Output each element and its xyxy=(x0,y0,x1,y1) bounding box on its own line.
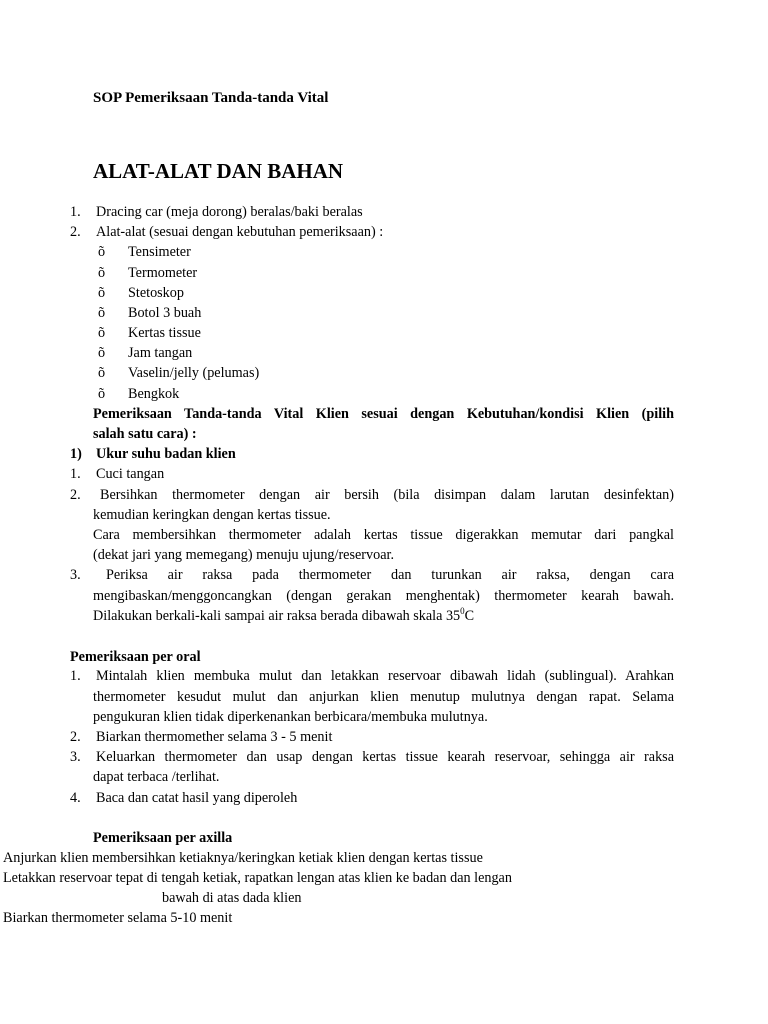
step-line: Periksa air raksa pada thermometer dan turunkan air raksa, dengan cara xyxy=(106,567,674,583)
bullet-item: Stetoskop xyxy=(128,285,184,301)
axilla-line: bawah di atas dada klien xyxy=(162,890,302,906)
step-line: Cuci tangan xyxy=(96,466,165,482)
step-line: Biarkan thermomether selama 3 - 5 menit xyxy=(96,729,333,745)
step-number: 3. xyxy=(70,749,81,765)
bullet-glyph: õ xyxy=(98,305,106,321)
step-text: Dilakukan berkali-kali sampai air raksa berada dibawah skala 35 xyxy=(93,608,461,624)
step-line: Keluarkan thermometer dan usap dengan kertas tissue kearah reservoar, sehingga air raksa xyxy=(96,749,674,765)
step-number: 4. xyxy=(70,790,81,806)
oral-section-title: Pemeriksaan per oral xyxy=(70,649,201,665)
subsection-title: Ukur suhu badan klien xyxy=(96,446,236,462)
step-line: mengibaskan/menggoncangkan (dengan gerakan menghentak) thermometer kearah bawah. xyxy=(93,588,674,604)
axilla-section-title: Pemeriksaan per axilla xyxy=(93,830,233,846)
step-number: 1. xyxy=(70,466,81,482)
step-line: (dekat jari yang memegang) menuju ujung/reservoar. xyxy=(93,547,394,563)
section-intro-line: salah satu cara) : xyxy=(93,426,197,442)
step-line: thermometer kesudut mulut dan anjurkan klien menutup mulutnya dengan rapat. Selama xyxy=(93,689,674,705)
bullet-glyph: õ xyxy=(98,285,106,301)
bullet-glyph: õ xyxy=(98,325,106,341)
bullet-item: Tensimeter xyxy=(128,244,191,260)
bullet-item: Botol 3 buah xyxy=(128,305,202,321)
section-heading: ALAT-ALAT DAN BAHAN xyxy=(93,159,344,183)
axilla-line: Letakkan reservoar tepat di tengah ketiak, rapatkan lengan atas klien ke badan dan lengan xyxy=(3,870,512,886)
bullet-item: Kertas tissue xyxy=(128,325,201,341)
bullet-glyph: õ xyxy=(98,365,106,381)
bullet-glyph: õ xyxy=(98,244,106,260)
step-line: pengukuran klien tidak diperkenankan berbicara/membuka mulutnya. xyxy=(93,709,488,725)
bullet-item: Bengkok xyxy=(128,386,180,402)
bullet-item: Vaselin/jelly (pelumas) xyxy=(128,365,260,381)
step-line: Cara membersihkan thermometer adalah kertas tissue digerakkan memutar dari pangkal xyxy=(93,527,674,543)
degree-superscript: 0 xyxy=(460,606,465,616)
step-line-with-temperature xyxy=(93,607,474,625)
step-number: 3. xyxy=(70,567,81,583)
step-line: dapat terbaca /terlihat. xyxy=(93,769,220,785)
list-item: Dracing car (meja dorong) beralas/baki beralas xyxy=(96,204,363,220)
bullet-glyph: õ xyxy=(98,345,106,361)
step-line: Baca dan catat hasil yang diperoleh xyxy=(96,790,298,806)
step-line: Mintalah klien membuka mulut dan letakkan reservoar dibawah lidah (sublingual). Arahkan xyxy=(96,668,674,684)
subsection-number: 1) xyxy=(70,446,82,462)
step-line: Bersihkan thermometer dengan air bersih (bila disimpan dalam larutan desinfektan) xyxy=(100,487,674,503)
step-line: kemudian keringkan dengan kertas tissue. xyxy=(93,507,331,523)
bullet-item: Jam tangan xyxy=(128,345,193,361)
bullet-item: Termometer xyxy=(128,265,198,281)
bullet-glyph: õ xyxy=(98,386,106,402)
list-item: Alat-alat (sesuai dengan kebutuhan pemeriksaan) : xyxy=(96,224,384,240)
list-number: 1. xyxy=(70,204,81,220)
section-intro-line: Pemeriksaan Tanda-tanda Vital Klien sesuai dengan Kebutuhan/kondisi Klien (pilih xyxy=(93,406,674,422)
axilla-line: Anjurkan klien membersihkan ketiaknya/keringkan ketiak klien dengan kertas tissue xyxy=(3,850,483,866)
document-title: SOP Pemeriksaan Tanda-tanda Vital xyxy=(93,90,329,106)
step-number: 1. xyxy=(70,668,81,684)
bullet-glyph: õ xyxy=(98,265,106,281)
step-number: 2. xyxy=(70,487,81,503)
celsius-unit: C xyxy=(464,608,475,624)
list-number: 2. xyxy=(70,224,81,240)
step-number: 2. xyxy=(70,729,81,745)
axilla-line: Biarkan thermometer selama 5-10 menit xyxy=(3,910,233,926)
